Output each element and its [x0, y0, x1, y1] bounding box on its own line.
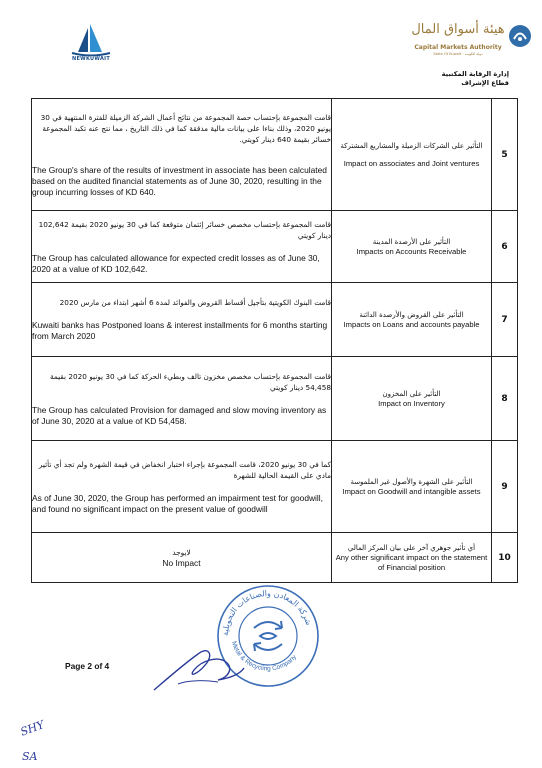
- item-cell: [332, 357, 492, 441]
- detail-ar: قامت المجموعة بإحتساب مخصص خسائر إئتمان متوقعة كما في 30 يونيو 2020 بقيمة 102,642 دينار كويتي: [38, 219, 331, 240]
- item-cell: [332, 441, 492, 533]
- detail-ar: كما في 30 يونيو 2020، قامت المجموعة بإجراء اختبار انخفاض في قيمة الشهرة ولم تجد أي تأثير مادي على القيمة الحالية للشهرة: [38, 459, 331, 480]
- item-en: Impacts on Loans and accounts payable: [343, 319, 480, 329]
- department-block: [442, 70, 509, 88]
- detail-cell: [32, 99, 332, 211]
- table-row: [32, 441, 518, 533]
- cma-subtitle: State Of Kuwait · دولة الكويت: [433, 52, 483, 56]
- seal-text-ar: شركة المعادن والصناعات التحويلية: [220, 588, 314, 637]
- item-en: Impact on Inventory: [378, 398, 445, 408]
- item-en: Impacts on Accounts Receivable: [356, 246, 467, 256]
- cma-name-ar: هيئة أسواق المال: [411, 22, 505, 37]
- row-number: 10: [492, 533, 518, 583]
- row-number: 7: [492, 283, 518, 357]
- table-row: [32, 533, 518, 583]
- detail-cell: [32, 441, 332, 533]
- item-cell: [332, 283, 492, 357]
- detail-ar: قامت المجموعة بإحتساب حصة المجموعة من نتائج أعمال الشركة الزميلة للفترة المنتهية في 30 يونيو 2020، وذلك بناءا على بيانات مالية مدققة كما في ذلك التاريخ ، مما نتج عنه تكبد المجموعة خسائر بقيمة 640 دينار كويتي.: [40, 112, 331, 144]
- detail-cell: [32, 533, 332, 583]
- impact-table: [31, 98, 518, 583]
- table-row: [32, 99, 518, 211]
- signature-icon: [148, 634, 248, 694]
- newkuwait-logo: [62, 22, 120, 66]
- row-number: 8: [492, 357, 518, 441]
- cma-logo: [408, 20, 534, 68]
- table-row: [32, 357, 518, 441]
- initials-mark: [16, 710, 56, 766]
- item-cell: [332, 533, 492, 583]
- cma-emblem-icon: [508, 24, 532, 48]
- svg-text:شركة المعادن والصناعات التحويل: [221, 589, 314, 636]
- item-ar: التأثير على المخزون: [382, 389, 441, 398]
- department-name: إدارة الرقابة المكتبية: [441, 70, 509, 78]
- item-cell: [332, 99, 492, 211]
- detail-ar: قامت المجموعة بإحتساب مخصص مخزون تالف وبطيء الحركة كما في 30 يونيو 2020 بقيمة 54,458 دينار كويتي: [49, 371, 331, 392]
- detail-en: The Group has calculated Provision for damaged and slow moving inventory as of June 30, 2020 at a value of KD 54,458.: [32, 404, 327, 426]
- detail-cell: [32, 283, 332, 357]
- seal-text-en: Metal & Recycling Company: [229, 640, 299, 673]
- detail-ar: قامت البنوك الكويتية بتأجيل أقساط القروض والفوائد لمدة 6 أشهر ابتداء من مارس 2020: [59, 298, 331, 307]
- detail-en: The Group has calculated allowance for expected credit losses as of June 30, 2020 at a value of KD 102,642.: [32, 252, 320, 274]
- cma-name-en: Capital Markets Authority: [414, 44, 502, 51]
- row-number: 5: [492, 99, 518, 211]
- item-en: Any other significant impact on the statement of Financial position: [335, 552, 488, 572]
- item-cell: [332, 211, 492, 283]
- initials-upper: SHY: [18, 718, 47, 739]
- detail-en: No Impact: [162, 557, 201, 568]
- detail-cell: [32, 211, 332, 283]
- row-number: 9: [492, 441, 518, 533]
- detail-en: Kuwaiti banks has Postponed loans & interest installments for 6 months starting from March 2020: [32, 320, 328, 341]
- item-ar: التأثير على الشركات الزميلة والمشاريع المشتركة: [340, 141, 483, 150]
- item-ar: أي تأثير جوهري آخر على بيان المركز المالي: [347, 543, 476, 552]
- detail-cell: [32, 357, 332, 441]
- item-ar: التأثير على الشهرة والأصول غير الملموسة: [350, 477, 473, 486]
- sail-icon: [62, 22, 120, 56]
- table-row: [32, 283, 518, 357]
- logo-wordmark: NEWKUWAIT: [71, 56, 111, 62]
- detail-en: The Group's share of the results of investment in associate has been calculated based on the audited financial statements as of June 30, 2020, resulting in the group incurring losses of KD 640.: [32, 164, 327, 197]
- item-ar: التأثير على الأرصدة المدينة: [372, 237, 451, 246]
- item-en: Impact on Goodwill and intangible assets: [342, 486, 481, 496]
- item-en: Impact on associates and Joint ventures: [343, 158, 480, 168]
- initials-lower: SA: [22, 750, 38, 763]
- item-ar: التأثير على القروض والأرصدة الدائنة: [359, 310, 464, 319]
- row-number: 6: [492, 211, 518, 283]
- table-row: [32, 211, 518, 283]
- page-number: Page 2 of 4: [65, 661, 110, 671]
- detail-en: As of June 30, 2020, the Group has performed an impairment test for goodwill, and found no significant impact on the present value of goodwill: [32, 492, 323, 514]
- sector-name: قطاع الإشراف: [461, 79, 509, 87]
- detail-ar: لايوجد: [172, 547, 191, 557]
